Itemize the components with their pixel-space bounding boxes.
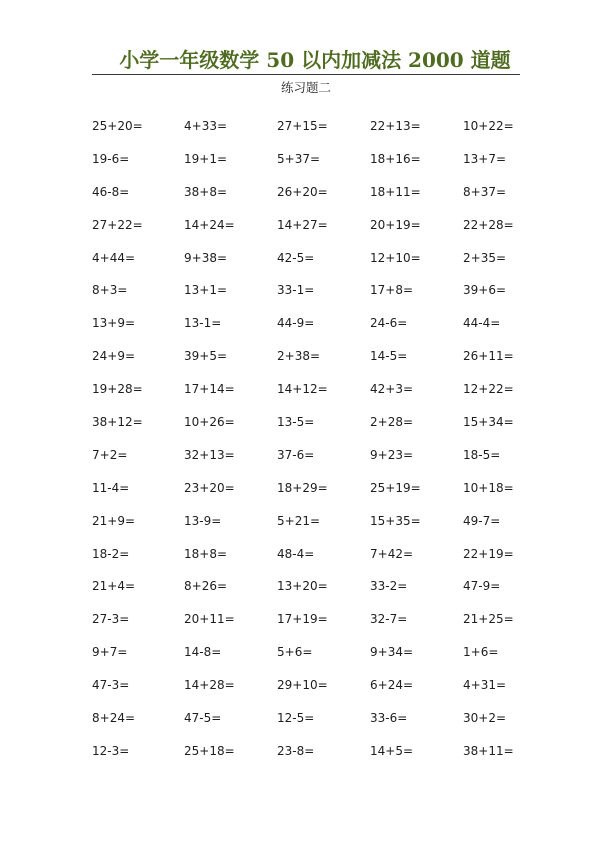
problem-cell: 24+9= <box>92 349 136 364</box>
problem-row <box>92 706 572 739</box>
problem-cell: 17+14= <box>184 382 235 397</box>
problem-cell: 27-3= <box>92 612 130 627</box>
problem-cell: 5+6= <box>277 645 313 660</box>
problem-cell: 23-8= <box>277 743 315 758</box>
problem-row <box>92 673 572 706</box>
problem-cell: 14+12= <box>277 382 328 397</box>
problem-cell: 33-1= <box>277 283 315 298</box>
problem-cell: 47-3= <box>92 678 130 693</box>
problem-row <box>92 476 572 509</box>
problem-cell: 39+6= <box>463 283 507 298</box>
problem-cell: 7+2= <box>92 447 128 462</box>
problem-cell: 13-5= <box>277 415 315 430</box>
problem-cell: 13+9= <box>92 316 136 331</box>
problem-cell: 32-7= <box>370 612 408 627</box>
problem-cell: 18+8= <box>184 546 228 561</box>
problem-cell: 14-5= <box>370 349 408 364</box>
problem-cell: 4+31= <box>463 678 507 693</box>
problem-cell: 19+28= <box>92 382 143 397</box>
worksheet-title: 小学一年级数学 50 以内加减法 2000 道题 <box>119 48 511 72</box>
problem-cell: 12+22= <box>463 382 514 397</box>
problem-cell: 5+37= <box>277 151 321 166</box>
problem-cell: 33-6= <box>370 711 408 726</box>
problem-cell: 10+22= <box>463 119 514 133</box>
problem-cell: 18-2= <box>92 546 130 561</box>
problem-row <box>92 114 572 147</box>
problem-cell: 18+16= <box>370 151 421 166</box>
problem-cell: 12-3= <box>92 743 130 758</box>
problem-cell: 13-9= <box>184 513 222 528</box>
problem-cell: 11-4= <box>92 480 130 495</box>
problem-cell: 42+3= <box>370 382 414 397</box>
problem-cell: 46-8= <box>92 184 130 199</box>
problem-cell: 2+35= <box>463 250 507 265</box>
problem-cell: 38+11= <box>463 743 514 758</box>
problem-cell: 8+3= <box>92 283 128 298</box>
problem-cell: 6+24= <box>370 678 414 693</box>
problem-cell: 22+13= <box>370 119 421 133</box>
problem-row <box>92 213 572 246</box>
problem-cell: 38+12= <box>92 415 143 430</box>
problem-cell: 47-5= <box>184 711 222 726</box>
problem-cell: 21+9= <box>92 513 136 528</box>
problem-cell: 38+8= <box>184 184 228 199</box>
problem-row <box>92 640 572 673</box>
problem-cell: 48-4= <box>277 546 315 561</box>
problem-cell: 14+24= <box>184 217 235 232</box>
problem-cell: 8+24= <box>92 711 136 726</box>
problem-cell: 14-8= <box>184 645 222 660</box>
problem-cell: 29+10= <box>277 678 328 693</box>
problem-cell: 22+28= <box>463 217 514 232</box>
problem-cell: 13+20= <box>277 579 328 594</box>
problem-cell: 13-1= <box>184 316 222 331</box>
problem-cell: 33-2= <box>370 579 408 594</box>
problem-cell: 39+5= <box>184 349 228 364</box>
problem-cell: 9+38= <box>184 250 228 265</box>
problem-row <box>92 180 572 213</box>
problem-row <box>92 410 572 443</box>
problem-row <box>92 311 572 344</box>
problem-grid <box>92 114 572 772</box>
problem-cell: 14+27= <box>277 217 328 232</box>
problem-row <box>92 344 572 377</box>
problem-cell: 25+19= <box>370 480 421 495</box>
problem-cell: 19+1= <box>184 151 228 166</box>
problem-cell: 10+18= <box>463 480 514 495</box>
problem-cell: 15+35= <box>370 513 421 528</box>
problem-cell: 27+22= <box>92 217 143 232</box>
problem-row <box>92 278 572 311</box>
problem-row <box>92 739 572 772</box>
problem-cell: 49-7= <box>463 513 501 528</box>
problem-cell: 21+25= <box>463 612 514 627</box>
problem-cell: 14+28= <box>184 678 235 693</box>
problem-cell: 2+38= <box>277 349 321 364</box>
problem-cell: 18-5= <box>463 447 501 462</box>
problem-cell: 19-6= <box>92 151 130 166</box>
problem-cell: 23+20= <box>184 480 235 495</box>
problem-cell: 18+29= <box>277 480 328 495</box>
problem-cell: 25+20= <box>92 119 143 133</box>
problem-cell: 9+34= <box>370 645 414 660</box>
problem-row <box>92 377 572 410</box>
problem-cell: 7+42= <box>370 546 414 561</box>
problem-cell: 32+13= <box>184 447 235 462</box>
problem-cell: 12-5= <box>277 711 315 726</box>
problem-cell: 25+18= <box>184 743 235 758</box>
problem-cell: 18+11= <box>370 184 421 199</box>
problem-cell: 37-6= <box>277 447 315 462</box>
problem-cell: 26+20= <box>277 184 328 199</box>
problem-row <box>92 574 572 607</box>
problem-cell: 20+19= <box>370 217 421 232</box>
problem-cell: 17+8= <box>370 283 414 298</box>
problem-cell: 47-9= <box>463 579 501 594</box>
problem-cell: 14+5= <box>370 743 414 758</box>
problem-cell: 10+26= <box>184 415 235 430</box>
problem-cell: 20+11= <box>184 612 235 627</box>
problem-cell: 21+4= <box>92 579 136 594</box>
problem-cell: 44-9= <box>277 316 315 331</box>
problem-cell: 2+28= <box>370 415 414 430</box>
problem-cell: 13+1= <box>184 283 228 298</box>
problem-row <box>92 607 572 640</box>
problem-cell: 8+26= <box>184 579 228 594</box>
problem-cell: 1+6= <box>463 645 499 660</box>
problem-cell: 5+21= <box>277 513 321 528</box>
problem-cell: 4+33= <box>184 119 228 133</box>
problem-cell: 42-5= <box>277 250 315 265</box>
worksheet-subtitle: 练习题二 <box>280 80 331 95</box>
problem-cell: 9+23= <box>370 447 414 462</box>
problem-cell: 4+44= <box>92 250 136 265</box>
problem-cell: 8+37= <box>463 184 507 199</box>
problem-row <box>92 509 572 542</box>
problem-cell: 24-6= <box>370 316 408 331</box>
problem-cell: 9+7= <box>92 645 128 660</box>
title-underline <box>92 74 520 75</box>
problem-row <box>92 246 572 279</box>
problem-cell: 30+2= <box>463 711 507 726</box>
problem-cell: 26+11= <box>463 349 514 364</box>
problem-cell: 12+10= <box>370 250 421 265</box>
problem-row <box>92 443 572 476</box>
problem-row <box>92 542 572 575</box>
problem-cell: 15+34= <box>463 415 514 430</box>
problem-cell: 44-4= <box>463 316 501 331</box>
problem-row <box>92 147 572 180</box>
problem-cell: 13+7= <box>463 151 507 166</box>
problem-cell: 17+19= <box>277 612 328 627</box>
problem-cell: 22+19= <box>463 546 514 561</box>
problem-cell: 27+15= <box>277 119 328 133</box>
